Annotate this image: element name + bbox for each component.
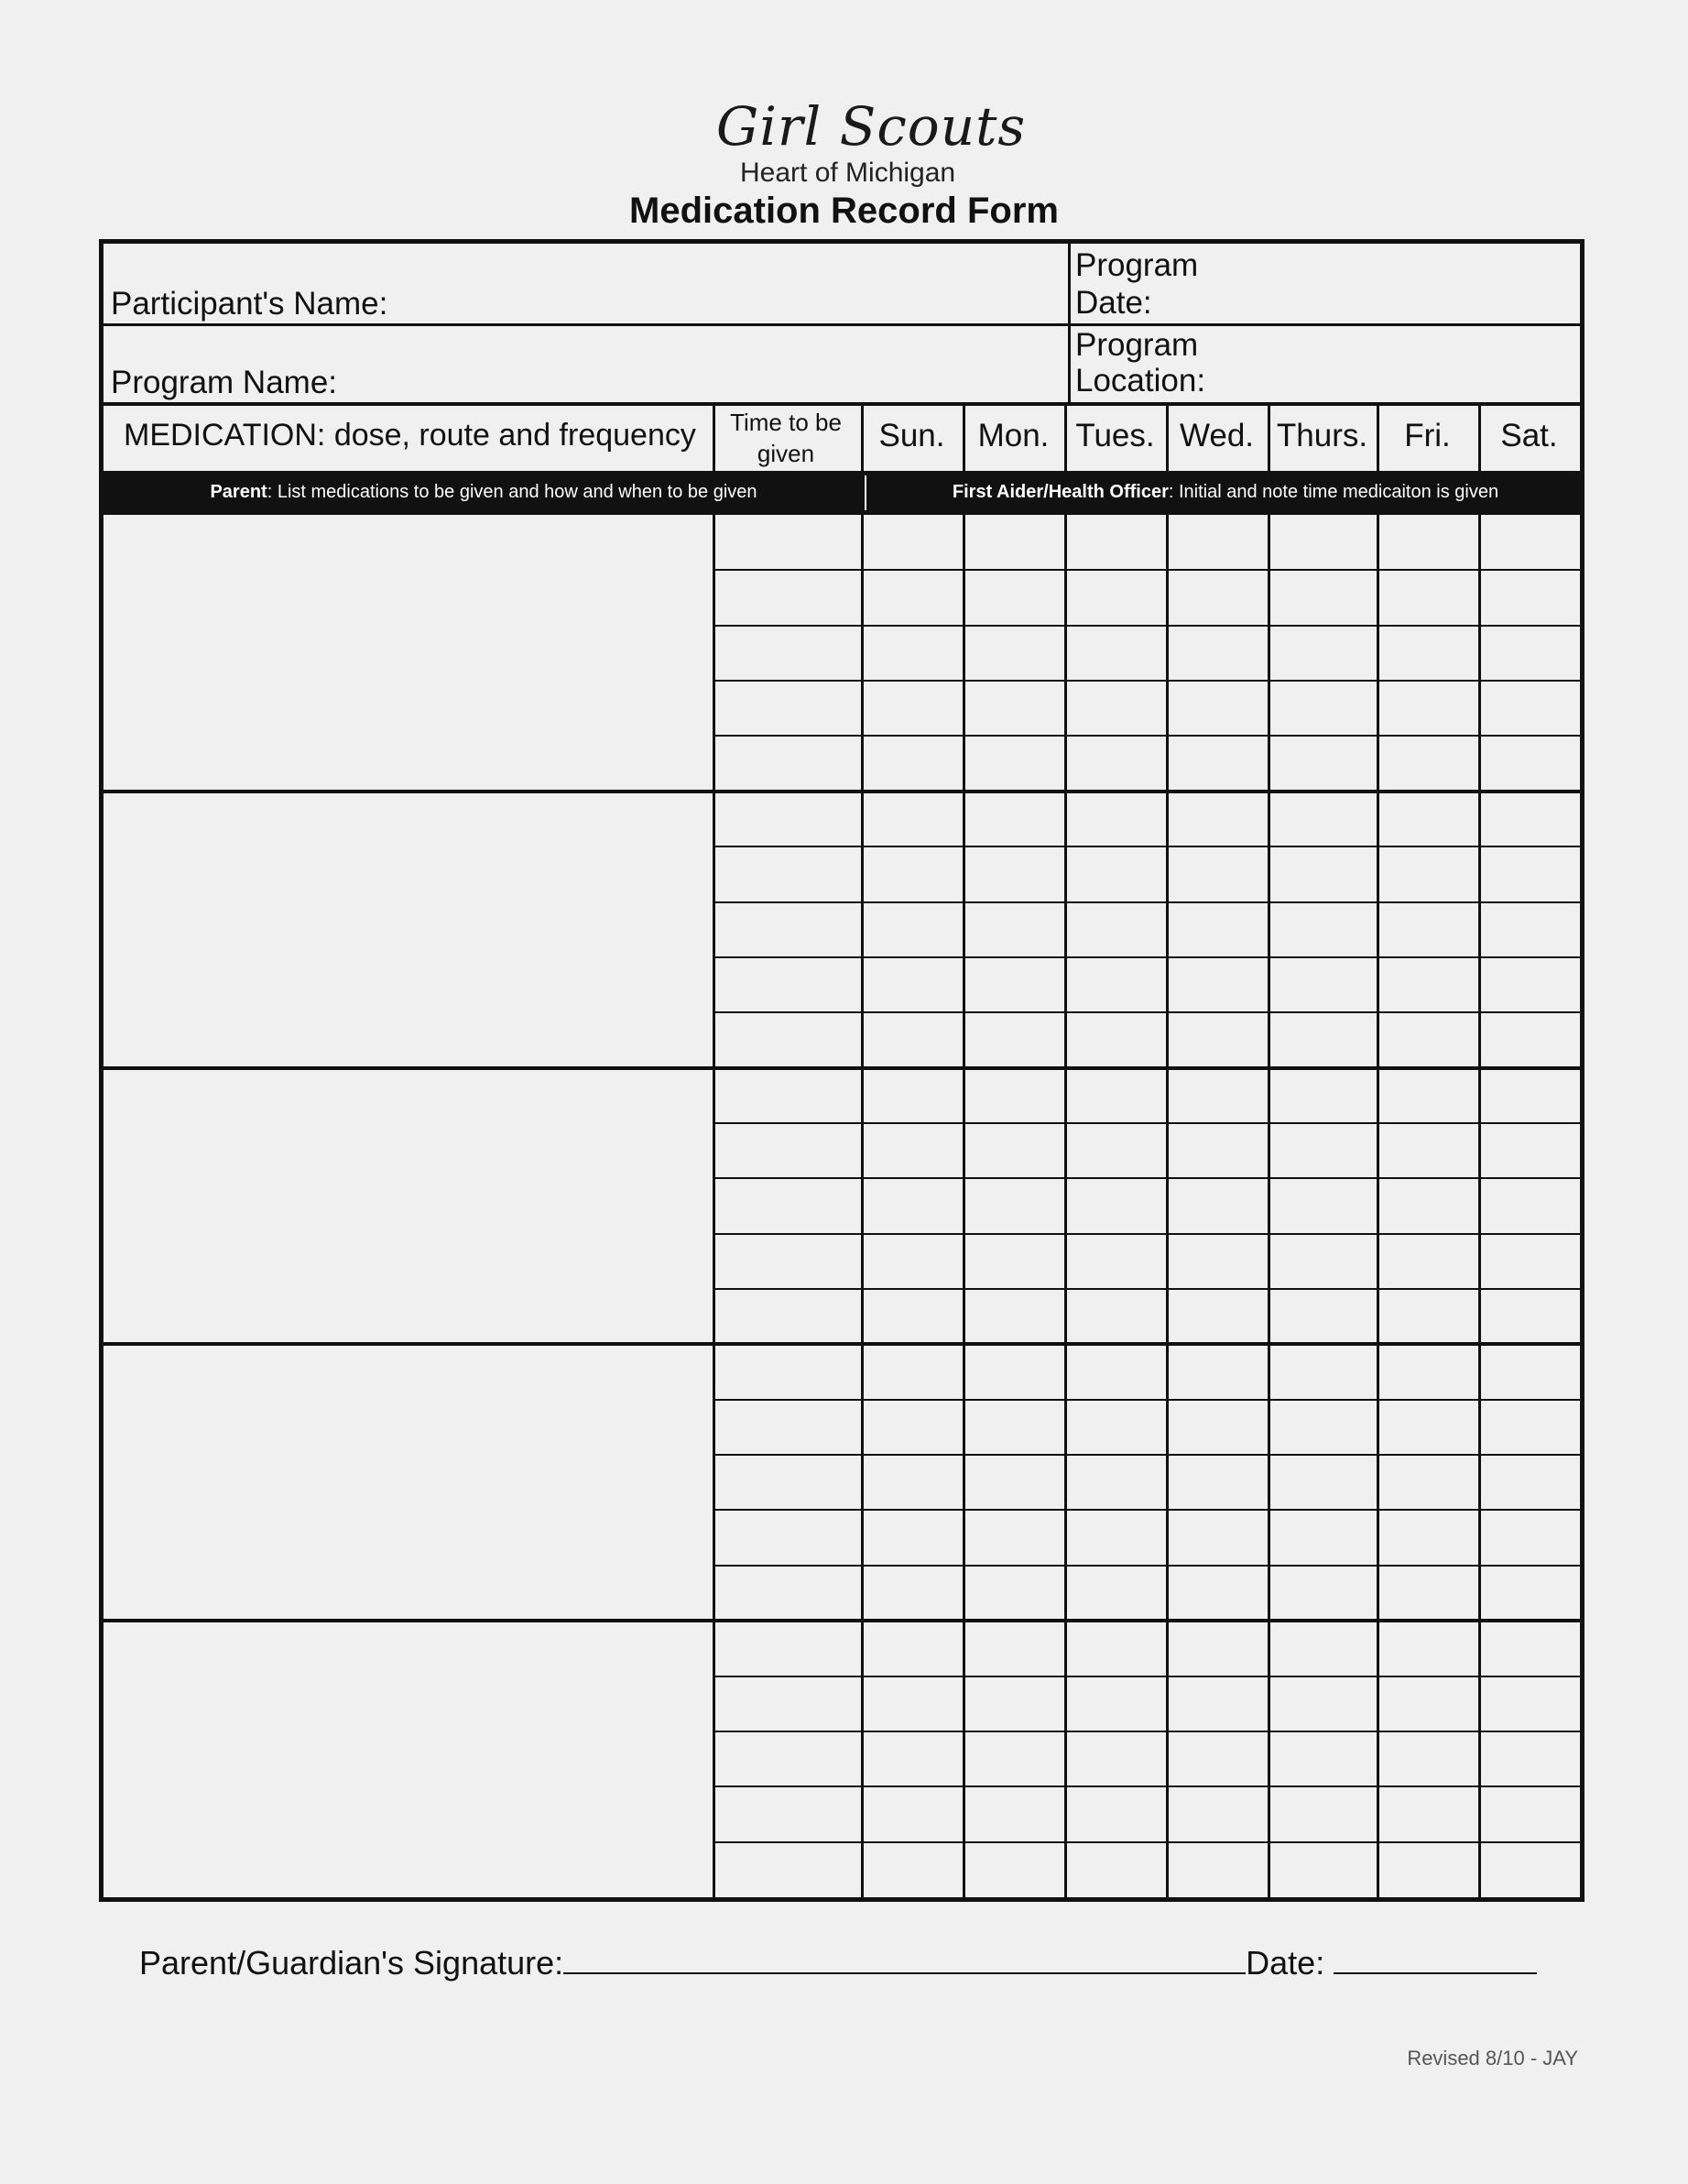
medication-entry-cell[interactable] xyxy=(103,515,713,792)
logo-script-text: Girl Scouts xyxy=(716,95,1027,158)
row-divider xyxy=(713,1731,1580,1732)
row-divider xyxy=(713,625,1580,627)
row-divider xyxy=(713,735,1580,737)
day-header-wed: Wed. xyxy=(1179,418,1255,453)
info-divider xyxy=(103,323,1580,326)
signature-date-label: Date: xyxy=(1246,1944,1325,1982)
logo-subtitle: Heart of Michigan xyxy=(740,158,956,188)
row-divider xyxy=(713,956,1580,958)
program-location-label-line2: Location: xyxy=(1075,363,1206,399)
form-title: Medication Record Form xyxy=(629,191,1059,231)
parent-instruction-bold: Parent xyxy=(210,482,267,502)
row-divider xyxy=(713,846,1580,847)
girl-scouts-logo xyxy=(641,95,1044,192)
column-divider xyxy=(1478,404,1481,471)
aider-instruction xyxy=(871,482,1580,503)
grid-column-divider xyxy=(861,515,864,1897)
grid-column-divider xyxy=(1268,515,1270,1897)
row-divider xyxy=(713,1011,1580,1013)
parent-instruction xyxy=(103,482,864,503)
row-divider xyxy=(713,569,1580,571)
row-divider xyxy=(713,1565,1580,1567)
info-bottom-border xyxy=(103,402,1580,406)
row-divider xyxy=(713,1177,1580,1179)
program-date-label-line1: Program xyxy=(1075,247,1199,283)
grid-column-divider xyxy=(1478,515,1481,1897)
column-divider xyxy=(1268,404,1270,471)
info-column-divider xyxy=(1068,244,1071,404)
column-divider xyxy=(1377,404,1379,471)
program-date-label-line2: Date: xyxy=(1075,285,1152,321)
row-divider xyxy=(713,1676,1580,1677)
revision-note: Revised 8/10 - JAY xyxy=(1407,2047,1578,2069)
instruction-separator xyxy=(865,475,866,510)
row-divider xyxy=(713,1509,1580,1511)
row-divider xyxy=(713,1122,1580,1124)
grid-column-divider xyxy=(713,515,715,1897)
column-divider xyxy=(1166,404,1169,471)
column-divider xyxy=(1064,404,1067,471)
grid-column-divider xyxy=(1377,515,1379,1897)
signature-blank[interactable] xyxy=(563,1945,1246,1974)
day-header-sat: Sat. xyxy=(1500,418,1558,453)
program-name-label: Program Name: xyxy=(111,365,338,400)
signature-label: Parent/Guardian's Signature: xyxy=(139,1944,564,1982)
time-header-line2: given xyxy=(757,440,815,467)
block-divider xyxy=(103,790,1580,793)
program-location-label-line1: Program xyxy=(1075,327,1199,363)
medication-entry-cell[interactable] xyxy=(103,1621,713,1897)
column-divider xyxy=(713,404,715,471)
row-divider xyxy=(713,901,1580,903)
row-divider xyxy=(713,1785,1580,1787)
block-divider xyxy=(103,1066,1580,1070)
medication-column-header: MEDICATION: dose, route and frequency xyxy=(124,418,696,453)
row-divider xyxy=(713,1233,1580,1235)
day-header-thurs: Thurs. xyxy=(1276,418,1368,453)
column-divider xyxy=(861,404,864,471)
medication-entry-cell[interactable] xyxy=(103,1068,713,1345)
aider-instruction-text: : Initial and note time medicaiton is given xyxy=(1168,482,1499,502)
row-divider xyxy=(713,1288,1580,1290)
signature-date-blank[interactable] xyxy=(1334,1945,1537,1974)
row-divider xyxy=(713,680,1580,682)
block-divider xyxy=(103,1619,1580,1622)
row-divider xyxy=(713,1399,1580,1401)
aider-instruction-bold: First Aider/Health Officer xyxy=(952,482,1169,502)
participant-name-label: Participant's Name: xyxy=(111,286,388,322)
medication-record-table xyxy=(99,239,1585,1902)
row-divider xyxy=(713,1841,1580,1843)
grid-column-divider xyxy=(963,515,965,1897)
column-divider xyxy=(963,404,965,471)
day-header-fri: Fri. xyxy=(1404,418,1451,453)
medication-entry-cell[interactable] xyxy=(103,1344,713,1621)
day-header-tues: Tues. xyxy=(1075,418,1155,453)
row-divider xyxy=(713,1454,1580,1456)
signature-line xyxy=(139,1944,1537,1982)
medication-entry-cell[interactable] xyxy=(103,792,713,1068)
block-divider xyxy=(103,1342,1580,1346)
day-header-mon: Mon. xyxy=(977,418,1050,453)
grid-column-divider xyxy=(1064,515,1067,1897)
parent-instruction-text: : List medications to be given and how and when to be given xyxy=(267,482,757,502)
day-header-sun: Sun. xyxy=(878,418,945,453)
instruction-bar xyxy=(103,471,1580,515)
time-column-header xyxy=(713,407,859,469)
grid-column-divider xyxy=(1166,515,1169,1897)
time-header-line1: Time to be xyxy=(730,409,842,436)
